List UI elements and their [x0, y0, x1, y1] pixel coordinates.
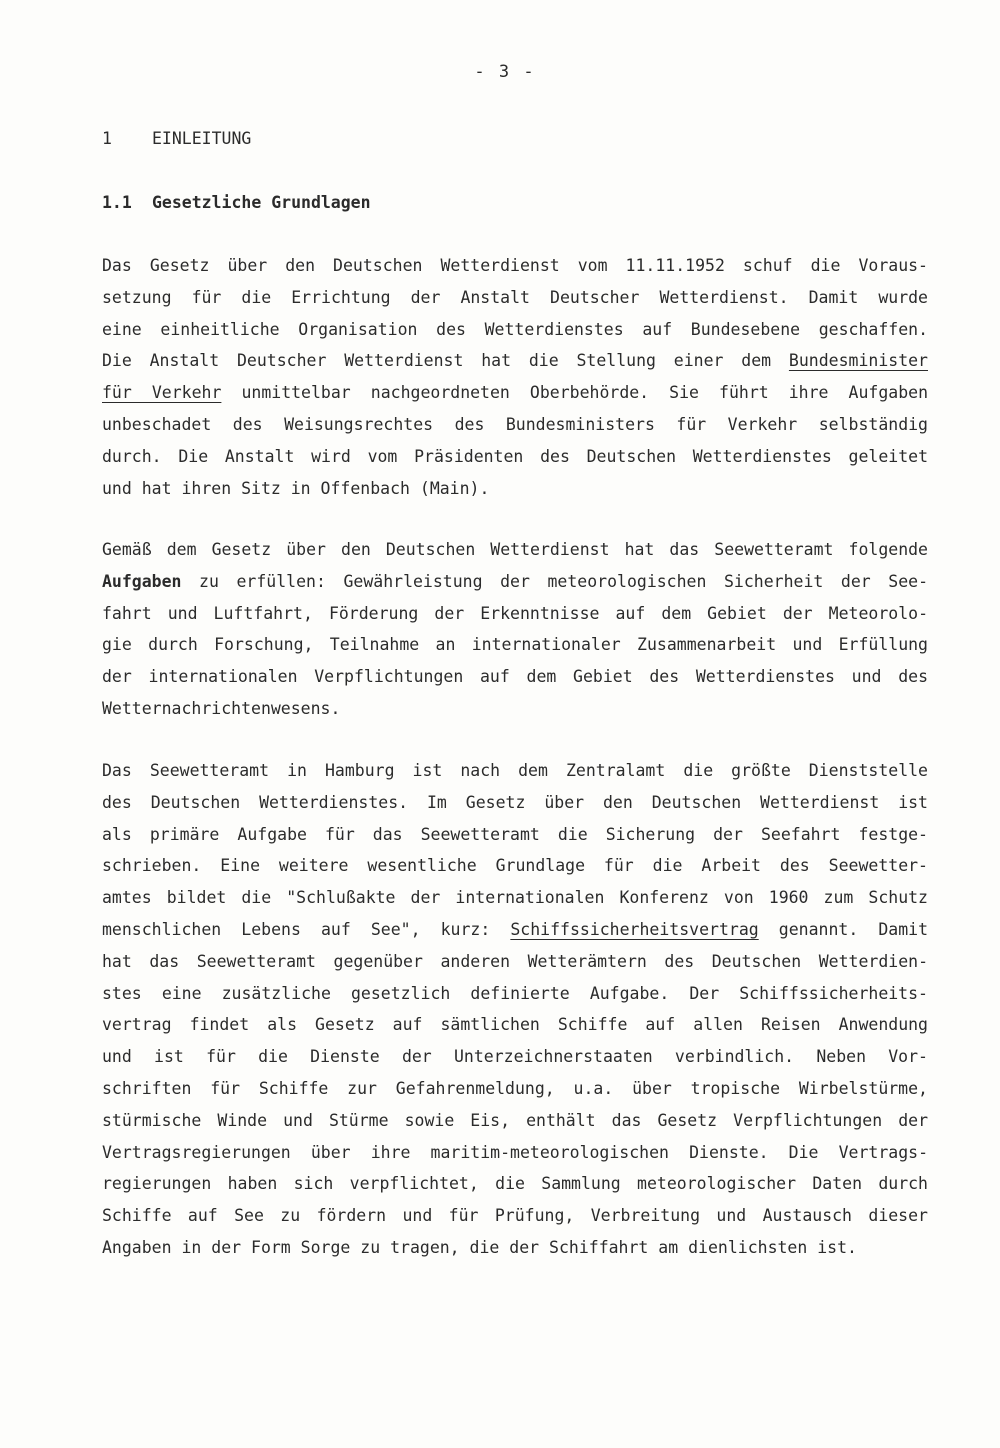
- text-line: Vertragsregierungen über ihre maritim-meteorologischen Dienste. Die Vertrags-: [102, 1142, 928, 1162]
- paragraph-legal-basis: [102, 250, 928, 504]
- paragraph-seewetteramt: [102, 755, 928, 1264]
- text-line: und ist für die Dienste der Unterzeichnerstaaten verbindlich. Neben Vor-: [102, 1047, 928, 1067]
- page-number: - 3 -: [474, 62, 536, 82]
- text-segment: zu erfüllen: Gewährleistung der meteorologischen Sicherheit der See-: [181, 571, 928, 591]
- text-line: als primäre Aufgabe für das Seewetteramt die Sicherung der Seefahrt festge-: [102, 824, 928, 844]
- underlined-term: für Verkehr: [102, 383, 222, 403]
- underlined-term: Bundesminister: [788, 351, 928, 371]
- text-line: durch. Die Anstalt wird vom Präsidenten des Deutschen Wetterdienstes geleitet: [102, 446, 928, 466]
- subsection-heading: [102, 193, 371, 212]
- text-line: fahrt und Luftfahrt, Förderung der Erkenntnisse auf dem Gebiet der Meteorolo-: [102, 603, 928, 623]
- section-number: 1: [102, 129, 112, 148]
- text-line: schrieben. Eine weitere wesentliche Grundlage für die Arbeit des Seewetter-: [102, 856, 928, 876]
- text-line: stürmische Winde und Stürme sowie Eis, enthält das Gesetz Verpflichtungen der: [102, 1110, 928, 1130]
- text-line: Das Gesetz über den Deutschen Wetterdienst vom 11.11.1952 schuf die Voraus-: [102, 256, 928, 275]
- subsection-title: Gesetzliche Grundlagen: [152, 193, 371, 212]
- text-segment: genannt. Damit: [758, 919, 928, 939]
- text-line: amtes bildet die "Schlußakte der internationalen Konferenz von 1960 zum Schutz: [102, 888, 928, 908]
- text-line: [102, 914, 928, 946]
- text-line: des Deutschen Wetterdienstes. Im Gesetz über den Deutschen Wetterdienst ist: [102, 792, 928, 812]
- text-line: und hat ihren Sitz in Offenbach (Main).: [102, 478, 490, 498]
- section-heading: [102, 129, 251, 148]
- text-line: unbeschadet des Weisungsrechtes des Bundesministers für Verkehr selbständig: [102, 414, 928, 434]
- text-line: vertrag findet als Gesetz auf sämtlichen Schiffe auf allen Reisen Anwendung: [102, 1015, 928, 1035]
- text-line: hat das Seewetteramt gegenüber anderen Wetterämtern des Deutschen Wetterdien-: [102, 951, 928, 971]
- text-line: [102, 377, 928, 409]
- text-line: gie durch Forschung, Teilnahme an internationaler Zusammenarbeit und Erfüllung: [102, 635, 928, 655]
- text-line: Wetternachrichtenwesens.: [102, 698, 341, 718]
- text-line: schriften für Schiffe zur Gefahrenmeldung, u.a. über tropische Wirbelstürme,: [102, 1078, 928, 1098]
- text-line: Gemäß dem Gesetz über den Deutschen Wetterdienst hat das Seewetteramt folgende: [102, 540, 928, 559]
- text-line: regierungen haben sich verpflichtet, die Sammlung meteorologischer Daten durch: [102, 1174, 928, 1194]
- text-segment: menschlichen Lebens auf See", kurz:: [102, 919, 511, 939]
- text-line: eine einheitliche Organisation des Wetterdienstes auf Bundesebene geschaffen.: [102, 319, 928, 339]
- underlined-term: Schiffssicherheitsvertrag: [510, 919, 759, 939]
- text-segment: unmittelbar nachgeordneten Oberbehörde. Sie führt ihre Aufgaben: [221, 383, 929, 403]
- section-title: EINLEITUNG: [152, 129, 252, 148]
- text-line: der internationalen Verpflichtungen auf dem Gebiet des Wetterdienstes und des: [102, 667, 928, 687]
- text-line: Das Seewetteramt in Hamburg ist nach dem Zentralamt die größte Dienststelle: [102, 761, 928, 780]
- text-line: [102, 345, 928, 377]
- text-line: setzung für die Errichtung der Anstalt Deutscher Wetterdienst. Damit wurde: [102, 287, 928, 307]
- subsection-number: 1.1: [102, 193, 132, 212]
- text-line: Schiffe auf See zu fördern und für Prüfung, Verbreitung und Austausch dieser: [102, 1206, 928, 1226]
- text-line: stes eine zusätzliche gesetzlich definierte Aufgabe. Der Schiffssicherheits-: [102, 983, 928, 1003]
- paragraph-tasks: [102, 534, 928, 725]
- text-line: [102, 566, 928, 598]
- text-segment: Die Anstalt Deutscher Wetterdienst hat die Stellung einer dem: [102, 351, 789, 371]
- bold-term: Aufgaben: [102, 571, 182, 591]
- text-line: Angaben in der Form Sorge zu tragen, die der Schiffahrt am dienlichsten ist.: [102, 1237, 857, 1257]
